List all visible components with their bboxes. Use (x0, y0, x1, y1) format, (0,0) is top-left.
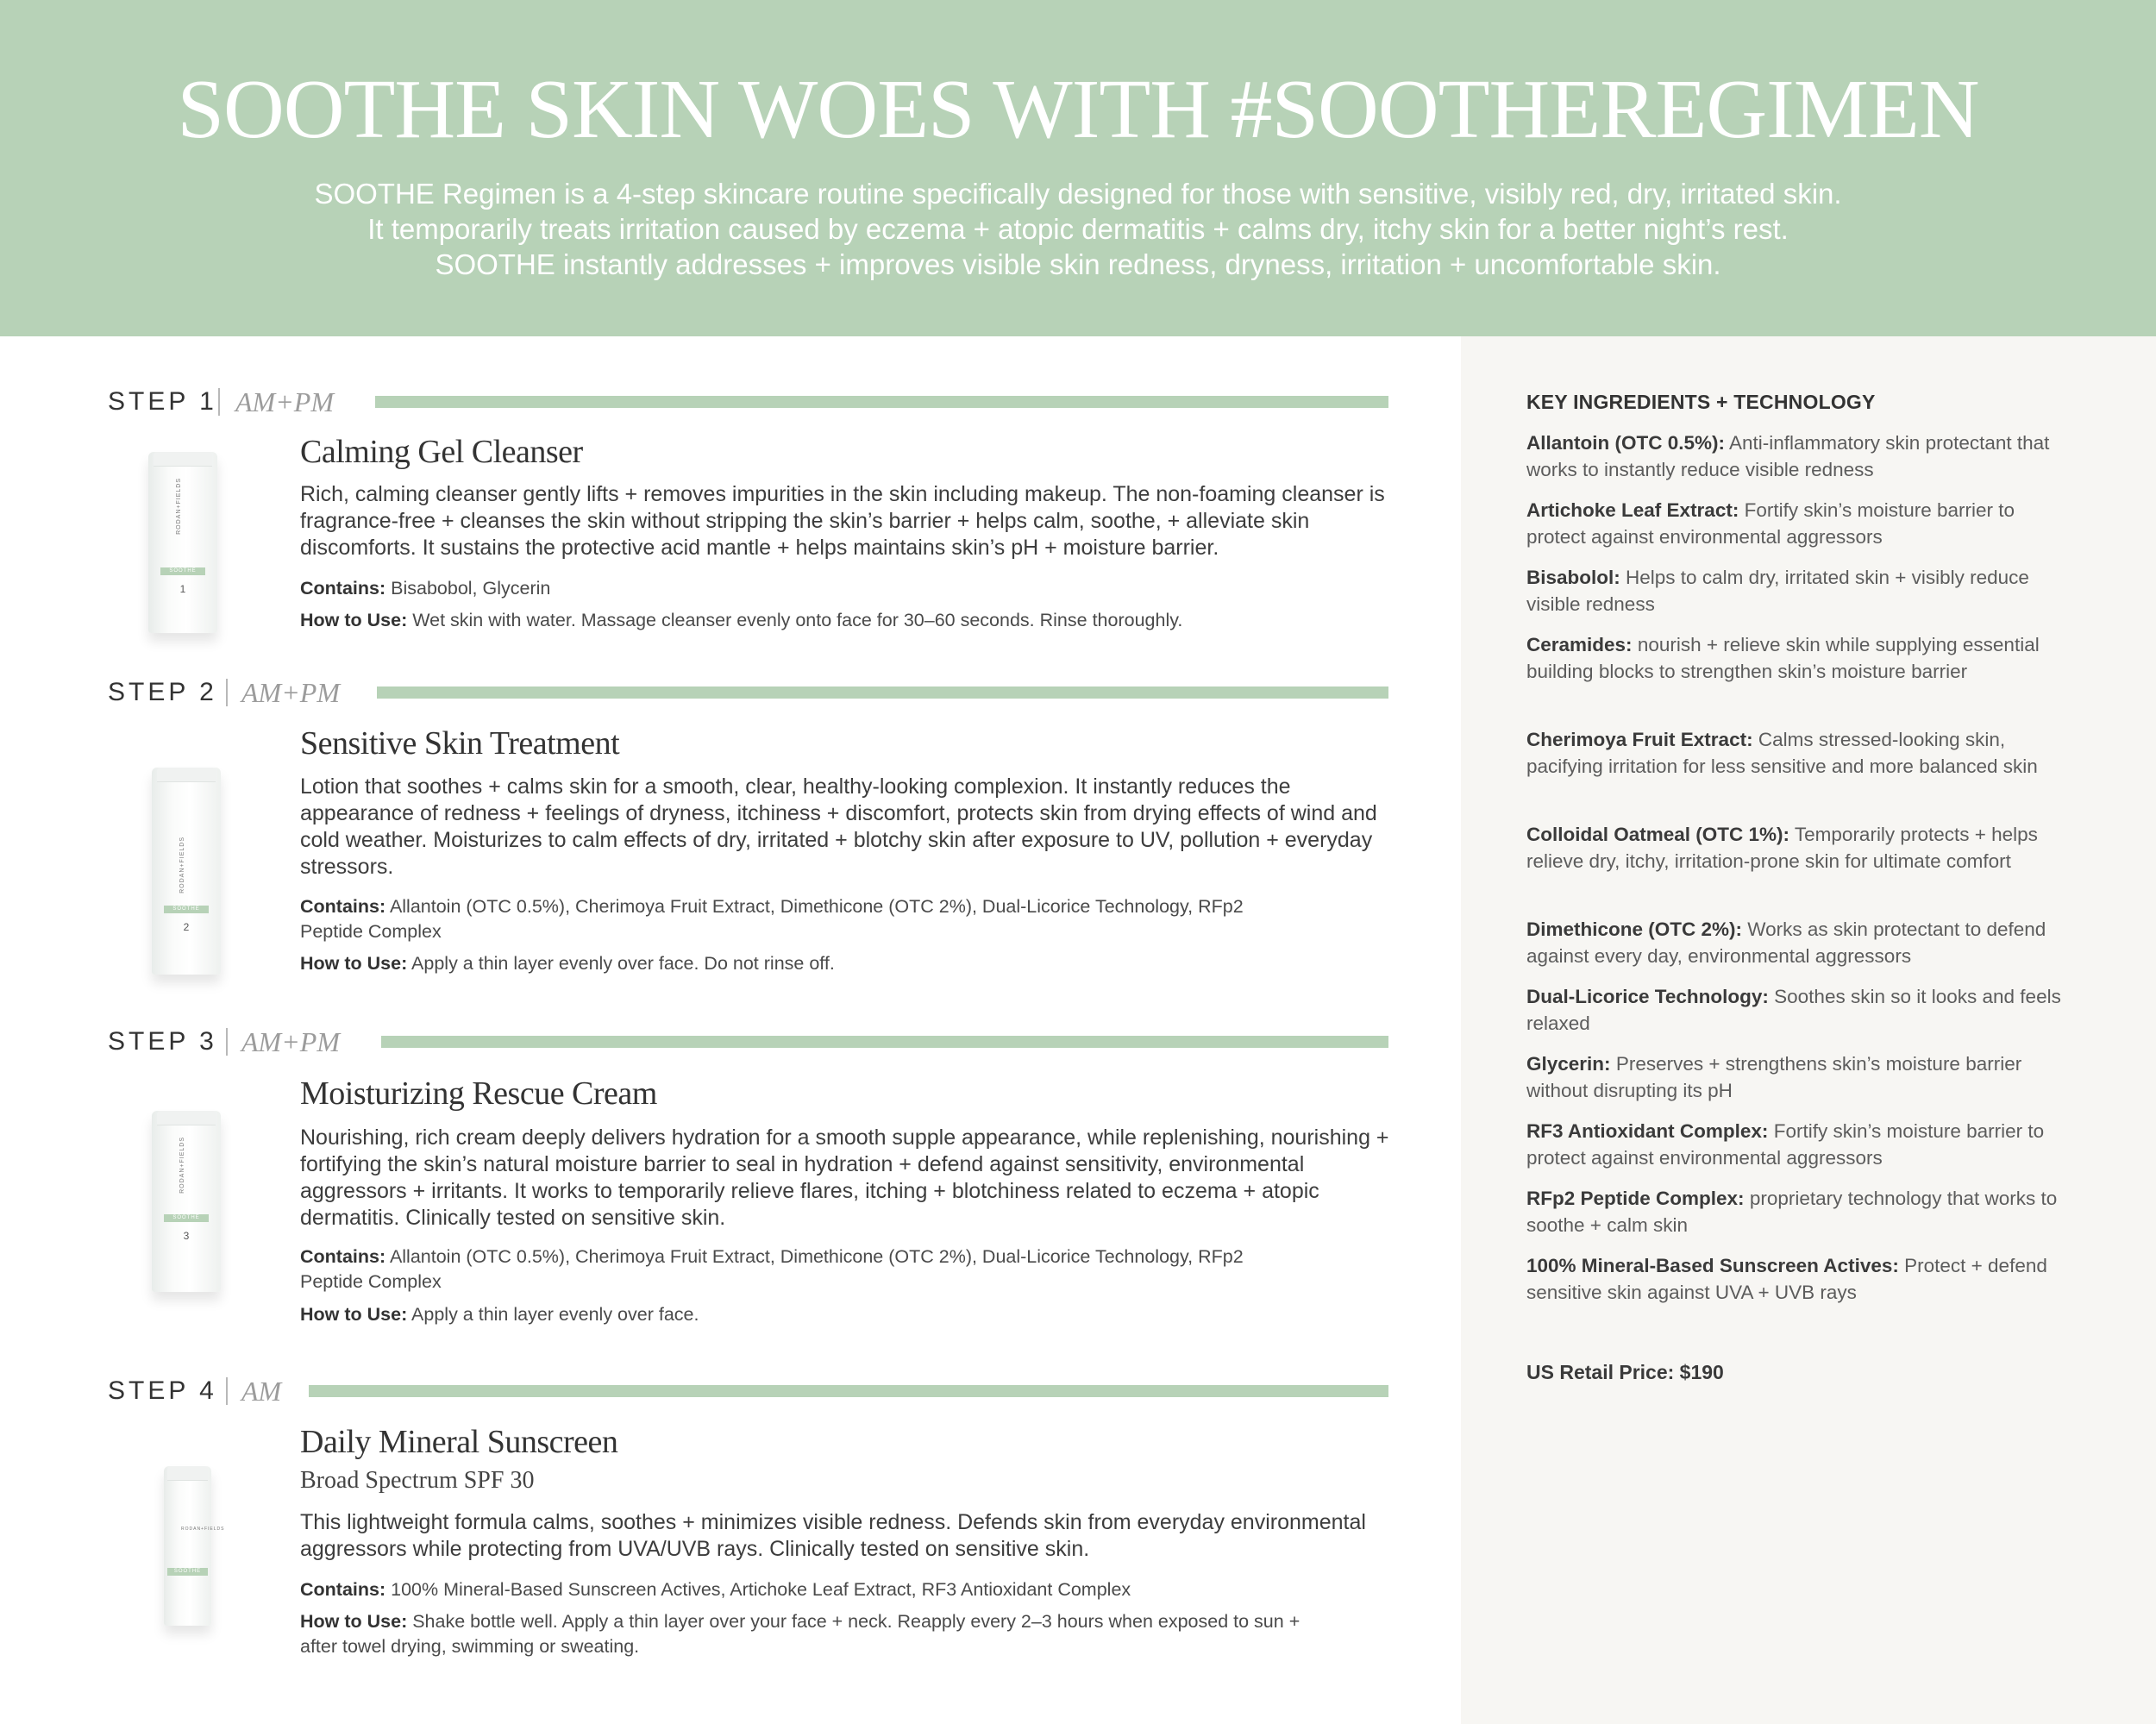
how-to-use-text: Shake bottle well. Apply a thin layer over your face + neck. Reapply every 2–3 hours when exposed to sun + after towel drying, swimming or sweating. (300, 1611, 1300, 1657)
ingredient-item (1526, 726, 2078, 780)
how-to-use-line (300, 1609, 1335, 1659)
step-separator (226, 1028, 228, 1056)
contains-line (300, 894, 1283, 944)
ingredient-name: Dual-Licorice Technology: (1526, 986, 1769, 1007)
tube-number: 2 (183, 921, 190, 933)
how-to-use-label: How to Use: (300, 953, 408, 974)
step-time: AM+PM (235, 386, 334, 417)
step-label: STEP 4 (108, 1376, 217, 1405)
tube-cap (157, 1111, 216, 1125)
ingredient-desc: Works as skin protectant to defend against every day, environmental aggressors (1526, 918, 2046, 967)
ingredient-item (1526, 1252, 2078, 1306)
ingredient-desc: proprietary technology that works to soothe + calm skin (1526, 1188, 2058, 1236)
ingredient-desc: Fortify skin’s moisture barrier to protect against environmental aggressors (1526, 499, 2015, 548)
ingredient-name: Glycerin: (1526, 1053, 1611, 1075)
product-description: Lotion that soothes + calms skin for a smooth, clear, healthy-looking complexion. It instantly reduces the appearance of redness + feelings of dryness, itchiness + discomfort, protects skin from drying effects of wind and cold weather. Moisturizes to calm effects of dry, irritated + blotchy skin after exposure to UV, pollution + everyday stressors. (300, 774, 1377, 879)
ingredient-desc: Soothes skin so it looks and feels relaxed (1526, 986, 2061, 1034)
how-to-use-text: Apply a thin layer evenly over face. (411, 1304, 699, 1325)
step-divider-bar (375, 396, 1388, 408)
ingredient-desc: Calms stressed-looking skin, pacifying irritation for less sensitive and more balanced skin (1526, 729, 2038, 777)
ingredient-item (1526, 1118, 2078, 1171)
step-time: AM+PM (241, 677, 340, 708)
how-to-use-label: How to Use: (300, 610, 408, 630)
contains-text: 100% Mineral-Based Sunscreen Actives, Artichoke Leaf Extract, RF3 Antioxidant Complex (391, 1579, 1131, 1600)
key-ingredients-title: KEY INGREDIENTS + TECHNOLOGY (1526, 391, 1876, 413)
ingredient-name: Cherimoya Fruit Extract: (1526, 729, 1753, 750)
ingredient-desc: Fortify skin’s moisture barrier to protect against environmental aggressors (1526, 1120, 2045, 1169)
ingredient-name: RFp2 Peptide Complex: (1526, 1188, 1745, 1209)
step-1-header (108, 385, 1388, 419)
contains-text: Allantoin (OTC 0.5%), Cherimoya Fruit Extract, Dimethicone (OTC 2%), Dual-Licorice Technology, RFp2 Peptide Complex (300, 896, 1244, 942)
ingredient-item (1526, 1185, 2078, 1238)
page-title: SOOTHE SKIN WOES WITH #SOOTHEREGIMEN (177, 63, 1979, 156)
product-image-sunscreen (164, 1466, 225, 1626)
step-label: STEP 2 (108, 678, 217, 706)
header-banner (0, 0, 2156, 336)
ingredient-name: Colloidal Oatmeal (OTC 1%): (1526, 824, 1790, 845)
step-3-header (108, 1025, 1388, 1059)
tube-label-band: SOOTHE (164, 906, 209, 913)
tube-label-band: SOOTHE (167, 1568, 208, 1576)
how-to-use-label: How to Use: (300, 1304, 408, 1325)
tube-cap (157, 768, 216, 782)
product-description: Rich, calming cleanser gently lifts + removes impurities in the skin including makeup. The non-foaming cleanser is fragrance-free + cleanses the skin without stripping the skin’s barrier + helps calm, soothe, + alleviate skin discomforts. It sustains the protective acid mantle + helps maintains skin’s pH + moisture barrier. (300, 482, 1385, 560)
tube-number: 3 (183, 1230, 190, 1242)
ingredient-item (1526, 429, 2078, 483)
step-2-header (108, 675, 1388, 710)
tube-label-band: SOOTHE (164, 1214, 209, 1222)
tube-brand: RODAN+FIELDS (179, 1137, 185, 1194)
contains-label: Contains: (300, 1579, 386, 1600)
how-to-use-line (300, 608, 1335, 633)
ingredient-name: 100% Mineral-Based Sunscreen Actives: (1526, 1255, 1899, 1276)
contains-label: Contains: (300, 1246, 386, 1267)
product-image-treatment (152, 768, 221, 975)
ingredient-item (1526, 916, 2078, 969)
retail-price: US Retail Price: $190 (1526, 1361, 1724, 1383)
tube-brand: RODAN+FIELDS (181, 1527, 225, 1532)
step-time: AM (241, 1376, 282, 1407)
contains-text: Bisabobol, Glycerin (391, 578, 551, 599)
how-to-use-line (300, 951, 1335, 976)
ingredient-name: RF3 Antioxidant Complex: (1526, 1120, 1769, 1142)
ingredient-name: Ceramides: (1526, 634, 1633, 655)
product-name: Sensitive Skin Treatment (300, 725, 620, 762)
how-to-use-text: Apply a thin layer evenly over face. Do not rinse off. (411, 953, 835, 974)
how-to-use-line (300, 1302, 1335, 1327)
step-label: STEP 3 (108, 1027, 217, 1056)
contains-text: Allantoin (OTC 0.5%), Cherimoya Fruit Extract, Dimethicone (OTC 2%), Dual-Licorice Technology, RFp2 Peptide Complex (300, 1246, 1244, 1292)
contains-line (300, 576, 1335, 601)
tube-cap (154, 452, 212, 467)
intro-paragraph: SOOTHE Regimen is a 4-step skincare routine specifically designed for those with sensitive, visibly red, dry, irritated skin. It temporarily treats irritation caused by eczema + atopic dermatitis + calms dry, itchy skin for a better night’s rest. SOOTHE instantly addresses + improves visible skin redness, dryness, irritation + uncomfortable skin. (314, 178, 1842, 280)
ingredient-desc: Preserves + strengthens skin’s moisture barrier without disrupting its pH (1526, 1053, 2022, 1101)
ingredient-desc: Temporarily protects + helps relieve dry, itchy, irritation-prone skin for ultimate comfort (1526, 824, 2038, 872)
ingredient-desc: Helps to calm dry, irritated skin + visibly reduce visible redness (1526, 567, 2029, 615)
ingredient-desc: Protect + defend sensitive skin against UVA + UVB rays (1526, 1255, 2047, 1303)
tube-brand: RODAN+FIELDS (176, 478, 182, 535)
step-divider-bar (309, 1385, 1388, 1397)
step-divider-bar (381, 1036, 1388, 1048)
step-separator (218, 388, 220, 416)
how-to-use-label: How to Use: (300, 1611, 408, 1632)
ingredient-name: Dimethicone (OTC 2%): (1526, 918, 1743, 940)
ingredient-item (1526, 564, 2078, 618)
how-to-use-text: Wet skin with water. Massage cleanser evenly onto face for 30–60 seconds. Rinse thoroughly. (412, 610, 1183, 630)
ingredient-name: Bisabolol: (1526, 567, 1620, 588)
product-subtitle: Broad Spectrum SPF 30 (300, 1467, 535, 1494)
tube-number: 1 (179, 583, 186, 595)
ingredient-item (1526, 631, 2078, 685)
ingredient-name: Artichoke Leaf Extract: (1526, 499, 1739, 521)
ingredient-item (1526, 1050, 2078, 1104)
step-label: STEP 1 (108, 387, 217, 416)
ingredient-item (1526, 983, 2078, 1037)
product-name: Calming Gel Cleanser (300, 434, 583, 470)
ingredient-item (1526, 497, 2078, 550)
ingredient-desc: nourish + relieve skin while supplying essential building blocks to strengthen skin’s moisture barrier (1526, 634, 2040, 682)
product-image-cream (152, 1111, 221, 1292)
contains-label: Contains: (300, 578, 386, 599)
step-4-header (108, 1374, 1388, 1408)
ingredient-desc: Anti-inflammatory skin protectant that works to instantly reduce visible redness (1526, 432, 2050, 480)
product-name: Daily Mineral Sunscreen (300, 1424, 618, 1460)
tube-brand: RODAN+FIELDS (179, 837, 185, 893)
product-image-cleanser (148, 452, 217, 633)
tube-cap (167, 1466, 208, 1481)
contains-line (300, 1577, 1335, 1602)
step-separator (226, 679, 228, 706)
ingredient-name: Allantoin (OTC 0.5%): (1526, 432, 1725, 454)
step-time: AM+PM (241, 1026, 340, 1057)
step-separator (226, 1377, 228, 1405)
contains-label: Contains: (300, 896, 386, 917)
product-name: Moisturizing Rescue Cream (300, 1075, 657, 1112)
product-description: Nourishing, rich cream deeply delivers hydration for a smooth supple appearance, while replenishing, nourishing + fortifying the skin’s natural moisture barrier to seal in hydration + defend against sensitivity, environmental aggressors + irritants. It works to temporarily relieve flares, itching + blotchiness related to eczema + atopic dermatitis. Clinically tested on sensitive skin. (300, 1125, 1389, 1230)
product-description: This lightweight formula calms, soothes + minimizes visible redness. Defends skin from everyday environmental aggressors while protecting from UVA/UVB rays. Clinically tested on sensitive skin. (300, 1510, 1366, 1561)
ingredient-item (1526, 821, 2078, 875)
contains-line (300, 1244, 1283, 1295)
step-divider-bar (377, 686, 1388, 699)
tube-label-band: SOOTHE (160, 567, 205, 575)
